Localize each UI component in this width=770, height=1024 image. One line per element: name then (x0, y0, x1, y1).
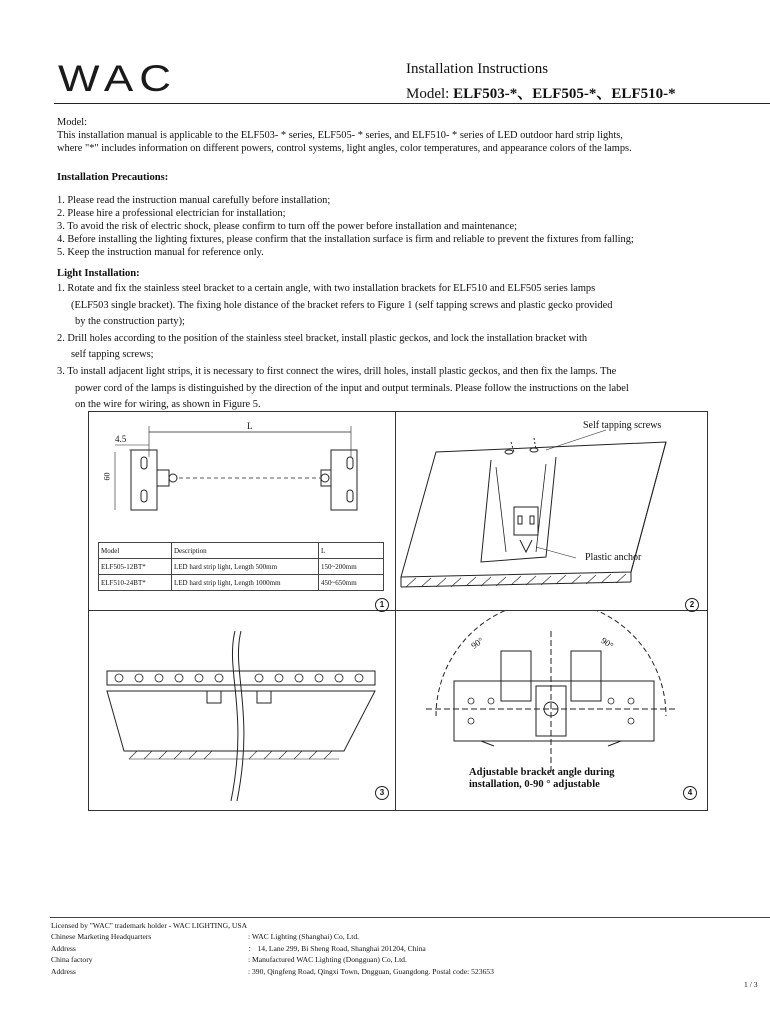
table-header-cell: L (319, 543, 384, 559)
dimension-4-5-label: 4.5 (115, 434, 127, 444)
step-line: 1. Rotate and fix the stainless steel bracket to a certain angle, with two installation brackets for ELF510 and ELF505 series lamps (57, 283, 596, 294)
intro-line-2: where "*" includes information on different powers, control systems, light angles, color temperatures, and appearance colors of the lamps. (57, 143, 632, 154)
table-cell: 450~650mm (319, 575, 384, 591)
angle-left-label: 90° (469, 635, 486, 651)
angle-right-label: 90° (599, 635, 616, 651)
figure-4-caption-line-1: Adjustable bracket angle during (469, 767, 615, 778)
precaution-item: 5. Keep the instruction manual for reference only. (57, 247, 264, 258)
step-line: self tapping screws; (71, 349, 154, 361)
table-row (99, 543, 384, 559)
step-line: by the construction party); (75, 316, 185, 328)
model-names: ELF503-*、ELF505-*、ELF510-* (453, 86, 676, 102)
footer-label: Address (51, 943, 76, 953)
footer-labels (51, 931, 151, 977)
footer-value: : Manufactured WAC Lighting (Dongguan) Co, Ltd. (248, 955, 407, 964)
plastic-anchor-label: Plastic anchor (585, 552, 642, 563)
table-cell: 150~200mm (319, 559, 384, 575)
table-cell: ELF505-12BT* (99, 559, 172, 575)
footer-label: China factory (51, 955, 93, 964)
step-line: 3. To install adjacent light strips, it is necessary to first connect the wires, drill holes, install plastic geckos, and then fix the lamps. The (57, 365, 617, 377)
footer-value: : 390, Qingfeng Road, Qingxi Town, Dngguan, Guangdong. Postal code: 523653 (248, 966, 494, 976)
table-cell: LED hard strip light, Length 500mm (172, 559, 319, 575)
figure-3-adjacent-strips (89, 611, 395, 811)
dimension-l-label: L (247, 421, 253, 431)
intro-line-1: This installation manual is applicable to the ELF503- * series, ELF505- * series, and ELF510- * series of LED outdoor hard strip lights, (57, 130, 623, 141)
table-row (99, 575, 384, 591)
figure-4-number: 4 (683, 786, 697, 800)
license-text: Licensed by "WAC" trademark holder - WAC LIGHTING, USA (51, 921, 248, 930)
wac-logo: WAC (58, 58, 178, 100)
document-title: Installation Instructions (406, 61, 549, 77)
step-line: on the wire for wiring, as shown in Figure 5. (75, 399, 261, 411)
light-installation-steps (57, 281, 629, 414)
figure-2-ceiling-mount (396, 412, 708, 610)
figure-3-number: 3 (375, 786, 389, 800)
footer-value: ： 14, Lane 299, Bi Sheng Road, Shanghai 201204, China (248, 943, 426, 953)
precaution-item: 4. Before installing the lighting fixtures, please confirm that the installation surface is firm and reliable to prevent the fixtures from falling; (57, 234, 634, 245)
figure-2-number: 2 (685, 598, 699, 612)
step-line: power cord of the lamps is distinguished by the direction of the input and output terminals. Please follow the instructions on the label (75, 382, 629, 394)
footer-divider (50, 917, 770, 918)
figure-grid (88, 411, 708, 811)
model-label: Model: (57, 117, 88, 128)
precaution-item: 1. Please read the instruction manual carefully before installation; (57, 195, 331, 206)
table-header-cell: Model (99, 543, 172, 559)
table-cell: LED hard strip light, Length 1000mm (172, 575, 319, 591)
model-heading (406, 82, 676, 103)
precautions-heading: Installation Precautions: (57, 172, 169, 183)
precaution-item: 2. Please hire a professional electrician for installation; (57, 208, 286, 219)
footer-values (248, 931, 494, 977)
precaution-item: 3. To avoid the risk of electric shock, please confirm to turn off the power before installation and maintenance; (57, 221, 517, 232)
header-divider (54, 103, 770, 104)
light-installation-heading: Light Installation: (57, 268, 140, 279)
dimension-60-label: 60 (102, 472, 112, 481)
figure-4-caption-line-2: installation, 0-90 ° adjustable (469, 779, 600, 790)
table-row (99, 559, 384, 575)
footer-label: Address (51, 966, 76, 976)
footer-value: : WAC Lighting (Shanghai) Co, Ltd. (248, 932, 360, 941)
footer-label: Chinese Marketing Headquarters (51, 932, 152, 941)
precautions-list (57, 194, 634, 259)
figure-1-number: 1 (375, 598, 389, 612)
model-prefix: Model: (406, 86, 454, 102)
step-line: (ELF503 single bracket). The fixing hole distance of the bracket refers to Figure 1 (self tapping screws and plastic gecko provided (71, 299, 613, 311)
step-line: 2. Drill holes according to the position of the stainless steel bracket, install plastic geckos, and lock the installation bracket with (57, 332, 588, 344)
table-cell: ELF510-24BT* (99, 575, 172, 591)
self-tapping-screws-label: Self tapping screws (583, 420, 662, 431)
table-header-cell: Description (172, 543, 319, 559)
page-number: 1 / 3 (744, 980, 758, 989)
model-spec-table (98, 542, 384, 591)
